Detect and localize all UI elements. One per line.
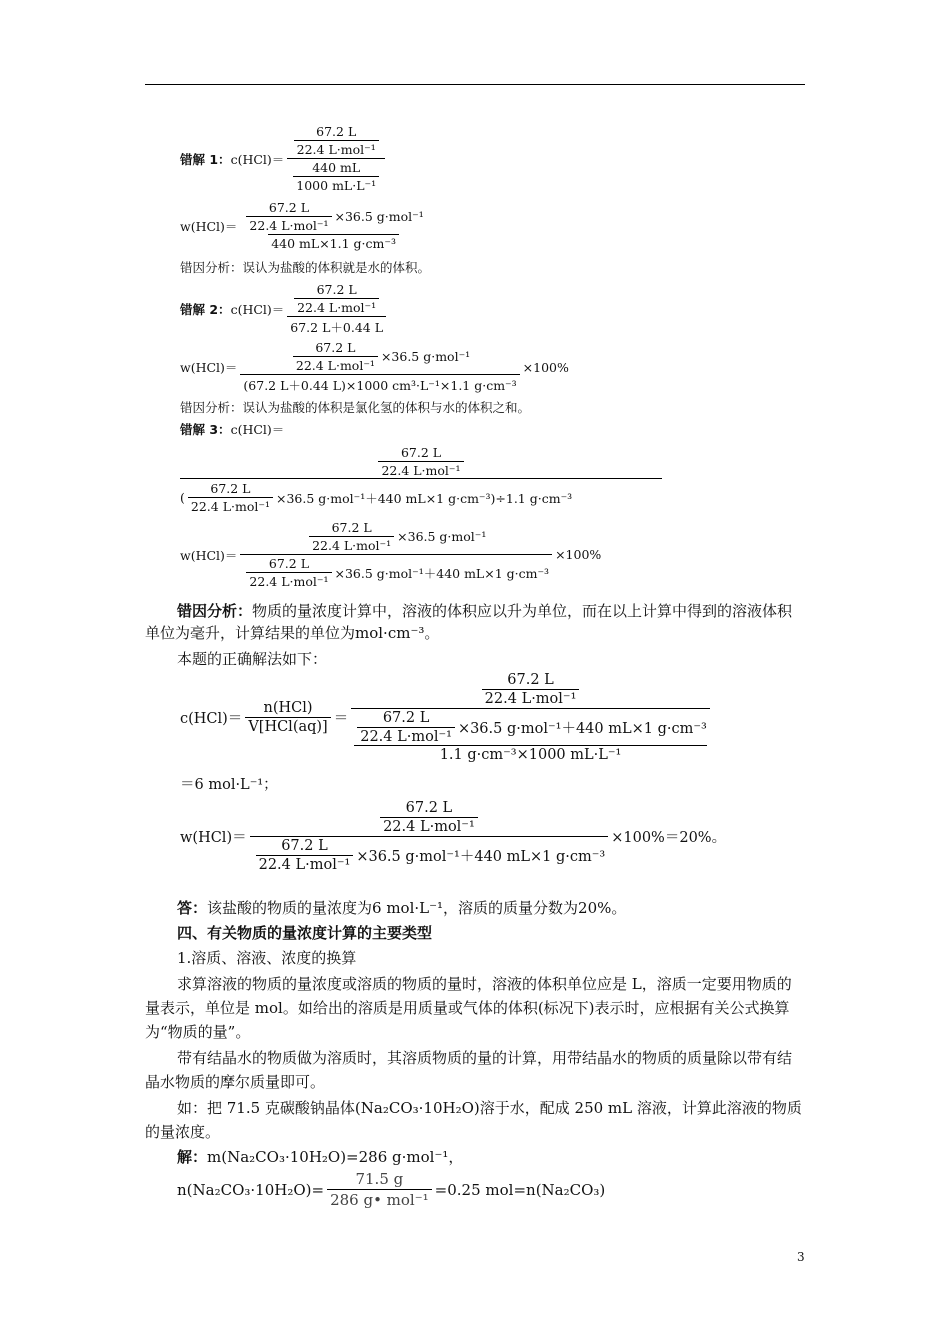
correct-w-fraction — [250, 800, 609, 873]
wrong3-w-fraction — [240, 520, 552, 589]
wrong2-c-lhs: c(HCl)＝ — [230, 302, 285, 317]
correct-w-lhs: w(HCl)＝ — [180, 830, 247, 846]
wrong3-c-fraction — [180, 445, 662, 514]
subsection1-title: 1.溶质、溶液、浓度的换算 — [177, 949, 357, 967]
paragraph-3: 如：把 71.5 克碳酸钠晶体(Na₂CO₃·10H₂O)溶于水，配成 250 mL 溶液，计算此溶液的物质的量浓度。 — [145, 1099, 802, 1141]
correct-w-den-num: 67.2 L — [281, 838, 328, 854]
correct-mid-den: 22.4 L·mol⁻¹ — [357, 727, 455, 745]
wrong3-w-lhs: w(HCl)＝ — [180, 547, 238, 563]
analysis-label: 错因分析： — [177, 602, 253, 620]
wrong1-w-mul: ×36.5 g·mol⁻¹ — [334, 209, 424, 224]
wrong3-w-num-num: 67.2 L — [331, 520, 372, 535]
wrong2-c-fraction — [287, 282, 386, 336]
page-number: 3 — [797, 1250, 805, 1264]
wrong1-w-fraction — [240, 200, 426, 251]
wrong1-w-lhs: w(HCl)＝ — [180, 218, 238, 234]
section4-title — [177, 922, 432, 944]
wrong3-c-den-rest: ×36.5 g·mol⁻¹＋440 mL×1 g·cm⁻³)÷1.1 g·cm⁻³ — [275, 490, 573, 506]
wrong3-w-num-den: 22.4 L·mol⁻¹ — [309, 536, 394, 553]
answer-text: 该盐酸的物质的量浓度为6 mol·L⁻¹，溶质的质量分数为20%。 — [207, 899, 627, 917]
wrong3-c-num-den: 22.4 L·mol⁻¹ — [378, 461, 463, 478]
wrong1-c-bot-den: 1000 mL·L⁻¹ — [293, 176, 379, 193]
analysis-paragraph — [145, 600, 805, 644]
wrong2-w-tail: ×100% — [522, 359, 569, 375]
header-rule — [145, 84, 805, 85]
correct-eq: ＝ — [333, 711, 349, 727]
wrong1-reason: 错因分析：误认为盐酸的体积就是水的体积。 — [180, 260, 431, 275]
wrong2-c-equation — [180, 282, 389, 336]
wrong3-c-den-open: ( — [180, 490, 185, 505]
solution-line-2 — [177, 1170, 605, 1209]
solution-n-lhs: n(Na₂CO₃·10H₂O)= — [177, 1180, 325, 1199]
correct-n-frac-num: n(HCl) — [263, 700, 313, 716]
wrong2-w-lhs: w(HCl)＝ — [180, 360, 238, 375]
wrong1-c-equation — [180, 124, 388, 193]
correct-w-num-num: 67.2 L — [405, 800, 453, 816]
wrong3-label-line — [180, 420, 284, 438]
wrong3-w-den-num: 67.2 L — [268, 556, 310, 571]
wrong2-w-in-den: 22.4 L·mol⁻¹ — [293, 356, 378, 373]
wrong3-label: 错解 3： — [180, 422, 231, 437]
wrong3-w-num-mul: ×36.5 g·mol⁻¹ — [397, 529, 487, 544]
correct-w-num-den: 22.4 L·mol⁻¹ — [380, 817, 478, 835]
wrong1-w-in-num: 67.2 L — [268, 200, 310, 215]
correct-c-big-fraction — [351, 672, 710, 763]
correct-top-den: 22.4 L·mol⁻¹ — [482, 689, 580, 707]
paragraph-2: 带有结晶水的物质做为溶质时，其溶质物质的量的计算，用带结晶水的物质的质量除以带有结晶水物质的摩尔质量即可。 — [145, 1049, 793, 1091]
wrong3-w-den-den: 22.4 L·mol⁻¹ — [246, 572, 331, 589]
wrong3-c-den-in-num: 67.2 L — [210, 481, 251, 496]
correct-n-frac-den: V[HCl(aq)] — [245, 717, 330, 735]
wrong3-w-equation — [180, 520, 601, 589]
solution-line1-text: m(Na₂CO₃·10H₂O)=286 g·mol⁻¹， — [207, 1148, 464, 1166]
correct-w-den-den: 22.4 L·mol⁻¹ — [256, 855, 354, 873]
wrong1-c-lhs: c(HCl)＝ — [230, 151, 285, 167]
correct-c-equation — [180, 672, 713, 763]
wrong2-w-mul: ×36.5 g·mol⁻¹ — [380, 349, 471, 364]
wrong2-reason: 错因分析：误认为盐酸的体积是氯化氢的体积与水的体积之和。 — [180, 400, 531, 415]
wrong1-c-bot-num: 440 mL — [312, 160, 361, 175]
correct-mid-rest: ×36.5 g·mol⁻¹＋440 mL×1 g·cm⁻³ — [457, 721, 707, 737]
answer-line — [177, 897, 626, 919]
wrong2-label: 错解 2： — [180, 302, 231, 317]
solution-n-rhs: =0.25 mol=n(Na₂CO₃) — [434, 1180, 606, 1199]
wrong1-w-equation — [180, 200, 430, 251]
section4-title-text: 四、有关物质的量浓度计算的主要类型 — [177, 924, 433, 942]
correct-top-num: 67.2 L — [507, 672, 554, 688]
solution-n-den: 286 g• mol⁻¹ — [327, 1189, 432, 1209]
wrong3-c-num: 67.2 L — [400, 445, 442, 460]
correct-c-lhs: c(HCl)＝ — [180, 711, 243, 727]
wrong1-w-in-den: 22.4 L·mol⁻¹ — [246, 216, 331, 233]
wrong1-c-top-num: 67.2 L — [316, 124, 357, 139]
wrong1-w-den: 440 mL×1.1 g·cm⁻³ — [268, 234, 399, 251]
wrong1-c-top-den: 22.4 L·mol⁻¹ — [294, 140, 379, 157]
wrong2-w-equation — [180, 340, 569, 394]
wrong2-c-num: 67.2 L — [316, 282, 357, 297]
wrong1-label: 错解 1： — [180, 151, 231, 167]
wrong3-c-den-in-den: 22.4 L·mol⁻¹ — [188, 497, 273, 514]
wrong2-c-num-den: 22.4 L·mol⁻¹ — [294, 298, 379, 315]
wrong2-w-in-num: 67.2 L — [315, 340, 356, 355]
wrong2-w-den: (67.2 L＋0.44 L)×1000 cm³·L⁻¹×1.1 g·cm⁻³ — [240, 374, 519, 394]
wrong3-w-den-rest: ×36.5 g·mol⁻¹＋440 mL×1 g·cm⁻³ — [334, 565, 550, 581]
wrong3-c-lhs: c(HCl)＝ — [230, 422, 285, 437]
solution-n-num: 71.5 g — [355, 1170, 404, 1188]
correct-w-equation — [180, 800, 726, 873]
correct-mid-num: 67.2 L — [382, 710, 430, 726]
wrong2-w-fraction — [240, 340, 519, 394]
wrong1-c-fraction — [287, 124, 385, 193]
paragraph-1: 求算溶液的物质的量浓度或溶质的物质的量时，溶液的体积单位应是 L，溶质一定要用物质的量表示，单位是 mol。如给出的溶质是用质量或气体的体积(标况下)表示时，应根据有关公式换算为“物质的量”。 — [145, 975, 792, 1041]
correct-w-tail: ×100%＝20%。 — [611, 830, 727, 846]
wrong2-c-den: 67.2 L＋0.44 L — [287, 316, 386, 336]
wrong3-w-tail: ×100% — [555, 547, 602, 562]
analysis-text: 物质的量浓度计算中，溶液的体积应以升为单位，而在以上计算中得到的溶液体积单位为毫升，计算结果的单位为mol·cm⁻³。 — [145, 602, 793, 642]
solution-label: 解： — [177, 1148, 208, 1166]
solution-line-1 — [177, 1146, 463, 1168]
correct-w-den-rest: ×36.5 g·mol⁻¹＋440 mL×1 g·cm⁻³ — [356, 849, 606, 865]
correct-intro: 本题的正确解法如下： — [177, 650, 328, 668]
answer-label: 答： — [177, 899, 208, 917]
correct-result: ＝6 mol·L⁻¹； — [180, 777, 278, 793]
correct-bot: 1.1 g·cm⁻³×1000 mL·L⁻¹ — [354, 745, 707, 763]
